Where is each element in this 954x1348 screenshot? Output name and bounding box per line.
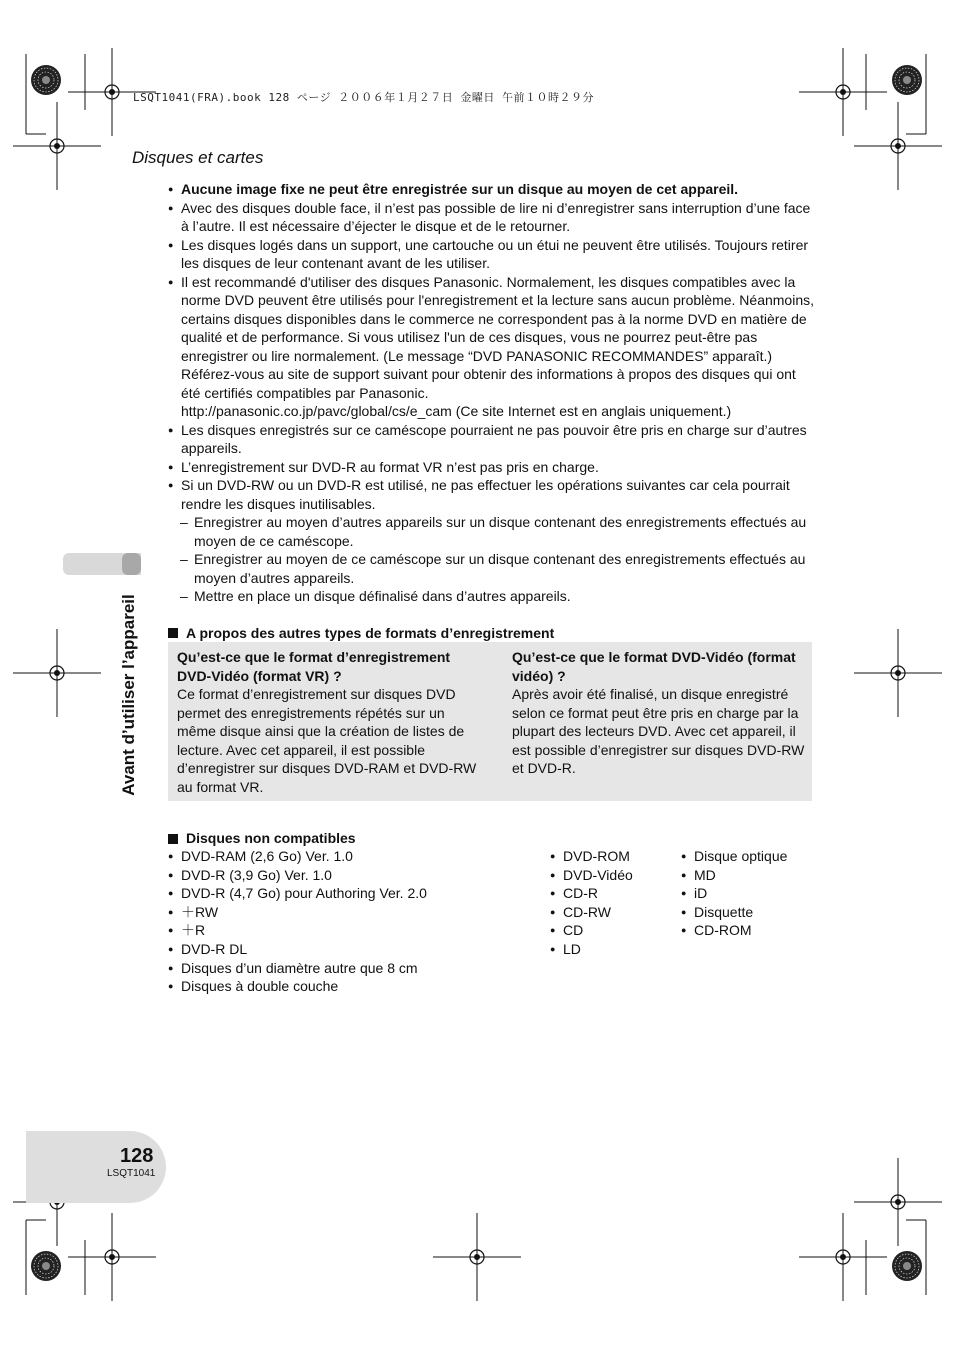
format-vr-question: Qu’est-ce que le format d’enregistrement DVD-Vidéo (format VR) ? <box>177 649 451 684</box>
list-item: ● DVD-ROM <box>550 847 670 866</box>
page-number: 128 <box>120 1145 154 1167</box>
list-item: ● MD <box>681 866 821 885</box>
list-item: ● Il est recommandé d'utiliser des disques Panasonic. Normalement, les disques compatibles avec la norme DVD peuvent être utilisés pour l'enregistrement et la lecture sans aucun problème. Néanmoins, certains disques disponibles dans le commerce ne correspondent pas à la norme DVD en matière de qualité et de performance. Si vous utilisez l'un de ces disques, vous ne pourrez peut-être pas enregistrer ou lire normalement. (Le message “DVD PANASONIC RECOMMANDES” apparaît.) Référez-vous au site de support suivant pour obtenir des informations à propos des disques qui ont été certifiés compatibles par Panasonic. <box>168 273 818 403</box>
format-video-question: Qu’est-ce que le format DVD-Vidéo (format vidéo) ? <box>512 649 796 684</box>
list-item: ● CD <box>550 921 670 940</box>
list-item: ● Les disques enregistrés sur ce caméscope pourraient ne pas pouvoir être pris en charge sur d’autres appareils. <box>168 421 818 458</box>
list-item: ● ＋RW <box>168 903 538 922</box>
list-item: ● Disques à double couche <box>168 977 538 996</box>
noncompat-heading: Disques non compatibles <box>168 830 954 846</box>
list-item: ● Disquette <box>681 903 821 922</box>
list-item: ● DVD-Vidéo <box>550 866 670 885</box>
list-item: ● Avec des disques double face, il n’est pas possible de lire ni d’enregistrer sans interruption d’une face à l’autre. Il est nécessaire d’éjecter le disque et de le retourner. <box>168 199 818 236</box>
document-code: LSQT1041 <box>107 1168 156 1179</box>
print-header: LSQT1041(FRA).book 128 ページ ２００６年１月２７日 金曜日 午前１０時２９分 <box>133 91 594 104</box>
list-item: ● DVD-R DL <box>168 940 538 959</box>
side-tab-marker <box>122 553 141 575</box>
format-vr-column <box>177 648 477 796</box>
list-item: ● ＋R <box>168 921 538 940</box>
list-item: ● Les disques logés dans un support, une cartouche ou un étui ne peuvent être utilisés. Toujours retirer les disques de leur contenant avant de les utiliser. <box>168 236 818 273</box>
formats-box <box>168 642 812 801</box>
list-item: ● CD-R <box>550 884 670 903</box>
list-item: ● Disque optique <box>681 847 821 866</box>
list-item: ● L’enregistrement sur DVD-R au format VR n’est pas pris en charge. <box>168 458 818 477</box>
list-item: ● CD-RW <box>550 903 670 922</box>
dash-item: – Enregistrer au moyen d’autres appareils sur un disque contenant des enregistrements effectués au moyen de ce caméscope. <box>168 513 818 550</box>
dash-item: – Mettre en place un disque définalisé dans d’autres appareils. <box>168 587 818 606</box>
list-item: ● CD-ROM <box>681 921 821 940</box>
format-video-answer: Après avoir été finalisé, un disque enregistré selon ce format peut être pris en charge par la plupart des lecteurs DVD. Avec cet appareil, il est possible d’enregistrer sur disques DVD-RW et DVD-R. <box>512 686 805 776</box>
formats-heading: A propos des autres types de formats d’enregistrement <box>168 624 818 643</box>
dash-item: – Enregistrer au moyen de ce caméscope sur un disque contenant des enregistrements effectués au moyen d’autres appareils. <box>168 550 818 587</box>
side-tab-label: Avant d’utiliser l’appareil <box>119 594 138 796</box>
list-item: ● iD <box>681 884 821 903</box>
noncompat-col1 <box>168 847 538 996</box>
list-item: ● Aucune image fixe ne peut être enregistrée sur un disque au moyen de cet appareil. <box>168 180 818 199</box>
list-item: ● DVD-RAM (2,6 Go) Ver. 1.0 <box>168 847 538 866</box>
noncompat-col3 <box>681 847 821 940</box>
section-title: Disques et cartes <box>132 148 264 167</box>
list-item: ● LD <box>550 940 670 959</box>
format-video-column <box>512 648 807 778</box>
format-vr-answer: Ce format d’enregistrement sur disques DVD permet des enregistrements répétés sur un même disque ainsi que la création de listes de lecture. Avec cet appareil, il est possible d’enregistrer sur disques DVD-RAM et DVD-RW au format VR. <box>177 686 477 795</box>
list-item: ● DVD-R (4,7 Go) pour Authoring Ver. 2.0 <box>168 884 538 903</box>
list-item: ● Si un DVD-RW ou un DVD-R est utilisé, ne pas effectuer les opérations suivantes car cela pourrait rendre les disques inutilisables. <box>168 476 818 513</box>
list-item: ● DVD-R (3,9 Go) Ver. 1.0 <box>168 866 538 885</box>
bullet-list <box>168 180 818 642</box>
list-item: ● Disques d’un diamètre autre que 8 cm <box>168 959 538 978</box>
noncompat-col2 <box>550 847 670 959</box>
support-url: http://panasonic.co.jp/pavc/global/cs/e_cam (Ce site Internet est en anglais uniquement.) <box>181 403 732 419</box>
